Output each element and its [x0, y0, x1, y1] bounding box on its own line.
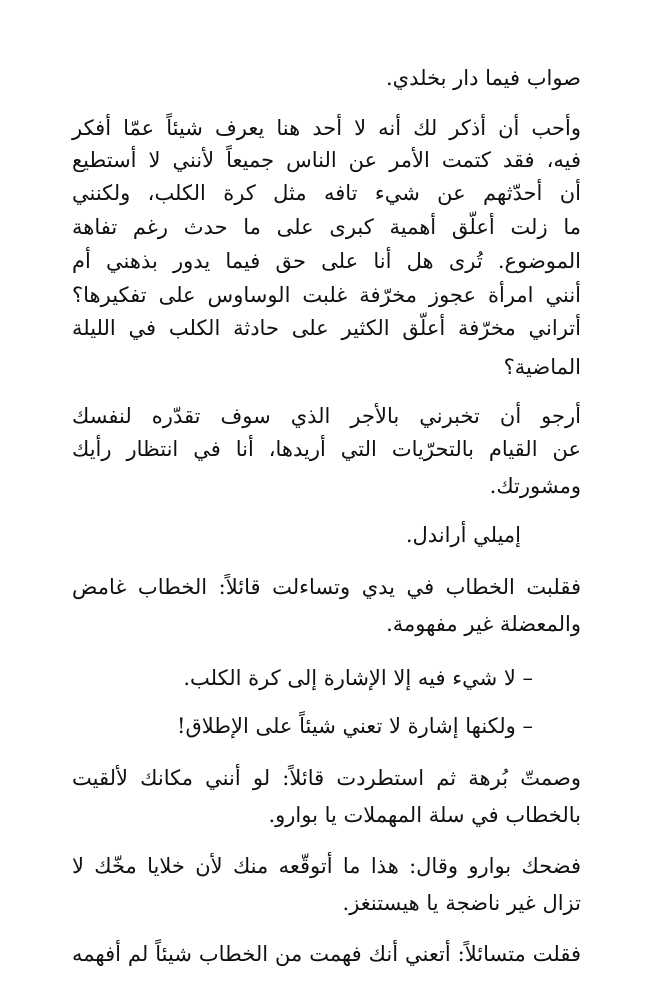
text-line: الموضوع. تُرى هل أنا على حق فيما يدور بذهني أم — [72, 249, 581, 273]
text-line: ما زلت أعلّق أهمية كبرى على ما حدث رغم تفاهة — [72, 215, 581, 239]
signature: إميلي أراندل. — [405, 523, 521, 547]
text-line: تزال غير ناضجة يا هيستنغز. — [342, 891, 581, 915]
text-line: ومشورتك. — [489, 474, 581, 498]
text-line: أن أحدّثهم عن شيء تافه مثل كرة الكلب، ولكنني — [72, 181, 581, 205]
text-line: أرجو أن تخبرني بالأجر الذي سوف تقدّره لنفسك — [72, 404, 581, 428]
text-line: فضحك بوارو وقال: هذا ما أتوقّعه منك لأن خلايا مخّك لا — [72, 854, 581, 878]
text-line: صواب فيما دار بخلدي. — [385, 66, 581, 90]
dialogue-line: – لا شيء فيه إلا الإشارة إلى كرة الكلب. — [183, 666, 533, 690]
text-line: فقلبت الخطاب في يدي وتساءلت قائلاً: الخطاب غامض — [72, 575, 581, 599]
text-line: فقلت متسائلاً: أتعني أنك فهمت من الخطاب شيئاً لم أفهمه — [72, 942, 581, 966]
text-line: فيه، فقد كتمت الأمر عن الناس جميعاً لأنني لا أستطيع — [72, 148, 581, 172]
dialogue-line: – ولكنها إشارة لا تعني شيئاً على الإطلاق! — [177, 714, 533, 738]
text-line: الماضية؟ — [503, 355, 581, 379]
text-line: أتراني مخرّفة أعلّق الكثير على حادثة الكلب في الليلة — [72, 316, 581, 340]
text-line: وأحب أن أذكر لك أنه لا أحد هنا يعرف شيئاً عمّا أفكر — [72, 116, 581, 140]
text-line: وصمتّ بُرهة ثم استطردت قائلاً: لو أنني مكانك لألقيت — [72, 766, 581, 790]
text-line: عن القيام بالتحرّيات التي أريدها، أنا في انتظار رأيك — [72, 437, 581, 461]
text-line: والمعضلة غير مفهومة. — [386, 612, 581, 636]
text-line: أنني امرأة عجوز مخرّفة غلبت الوساوس على تفكيرها؟ — [72, 283, 581, 307]
text-line: بالخطاب في سلة المهملات يا بوارو. — [268, 803, 581, 827]
